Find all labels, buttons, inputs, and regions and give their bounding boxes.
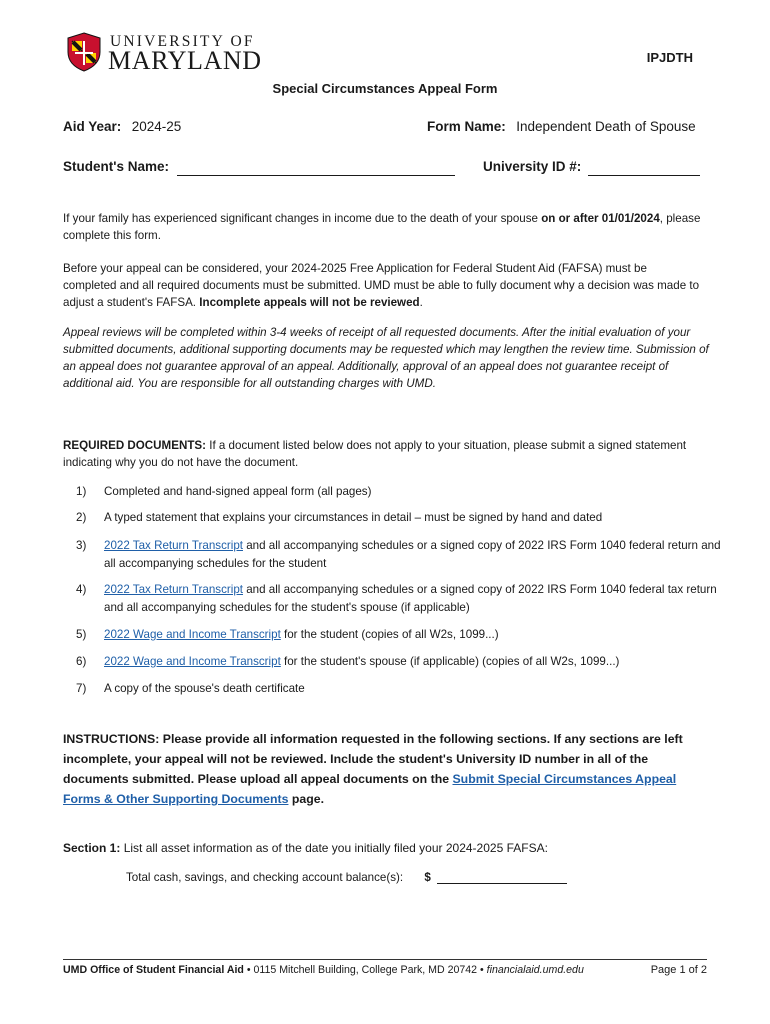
umd-logo	[66, 32, 281, 74]
item-text: Completed and hand-signed appeal form (all pages)	[104, 485, 372, 498]
student-name-label: Student's Name:	[63, 159, 169, 174]
footer-divider	[63, 959, 707, 960]
intro-paragraph-1	[63, 210, 703, 244]
wage-income-transcript-link[interactable]: 2022 Wage and Income Transcript	[104, 628, 281, 641]
intro-p2-text: Before your appeal can be considered, your 2024-2025 Free Application for Federal Student Aid (FAFSA) must be completed and all required documents must be submitted. UMD must be able to fully document why a decision was made to adjust a student's FAFSA.	[63, 262, 700, 309]
tax-return-transcript-link[interactable]: 2022 Tax Return Transcript	[104, 539, 243, 552]
instructions-end: page.	[288, 792, 324, 806]
form-name-row	[427, 118, 696, 136]
required-docs-heading: REQUIRED DOCUMENTS:	[63, 439, 206, 452]
umd-seal-icon	[66, 32, 102, 72]
list-item	[76, 680, 726, 698]
item-text: for the student's spouse (if applicable) (copies of all W2s, 1099...)	[280, 655, 620, 668]
item-number: 5)	[76, 628, 87, 641]
section-1-heading	[63, 840, 703, 857]
intro-p2-warning: Incomplete appeals will not be reviewed	[199, 296, 420, 309]
list-item	[76, 509, 726, 527]
university-id-row	[483, 158, 700, 176]
form-name-label: Form Name:	[427, 119, 506, 134]
intro-p2-end: .	[419, 296, 423, 309]
tax-return-transcript-link[interactable]: 2022 Tax Return Transcript	[104, 583, 243, 596]
list-item	[76, 626, 726, 644]
item-number: 1)	[76, 485, 87, 498]
item-number: 2)	[76, 511, 87, 524]
footer-contact	[63, 964, 584, 976]
aid-year-value: 2024-25	[131, 119, 182, 134]
item-number: 4)	[76, 583, 87, 596]
aid-year-row	[63, 118, 181, 136]
student-name-row	[63, 158, 455, 176]
item-number: 6)	[76, 655, 87, 668]
instructions-text: INSTRUCTIONS: Please provide all information requested in the following sections. If any sections are left incomplete, your appeal will not be reviewed. Include the student's University ID number in all of the documents submitted. Please upload all appeal documents on the	[63, 732, 683, 786]
instructions-block	[63, 729, 703, 809]
wage-income-transcript-link[interactable]: 2022 Wage and Income Transcript	[104, 655, 281, 668]
intro-p1-text: If your family has experienced significant changes in income due to the death of your spouse	[63, 212, 542, 225]
item-text: for the student (copies of all W2s, 1099...)	[280, 628, 499, 641]
intro-p1-end: , please complete this form.	[63, 212, 701, 242]
list-item	[76, 483, 726, 501]
university-id-label: University ID #:	[483, 159, 582, 174]
form-title: Special Circumstances Appeal Form	[272, 81, 498, 96]
footer-address: • 0115 Mitchell Building, College Park, MD 20742 •	[243, 964, 487, 976]
required-docs-intro-text: If a document listed below does not apply to your situation, please submit a signed statement indicating why you do not have the document.	[63, 439, 687, 469]
item-text: A copy of the spouse's death certificate	[104, 682, 305, 695]
intro-p1-date: on or after 01/01/2024	[541, 212, 660, 225]
footer-website: financialaid.umd.edu	[486, 964, 584, 976]
student-name-field[interactable]	[177, 160, 455, 176]
university-id-field[interactable]	[588, 160, 700, 176]
maryland-text: MARYLAND	[108, 46, 262, 75]
intro-paragraph-2	[63, 260, 703, 311]
list-item	[76, 537, 726, 573]
required-docs-intro	[63, 437, 703, 471]
form-name-value: Independent Death of Spouse	[516, 119, 696, 134]
item-text: and all accompanying schedules or a signed copy of 2022 IRS Form 1040 federal return and all accompanying schedules for the student	[104, 539, 721, 570]
item-number: 3)	[76, 539, 87, 552]
cash-balance-row	[126, 871, 567, 884]
list-item	[76, 581, 726, 617]
page-number: Page 1 of 2	[650, 964, 707, 976]
submit-appeal-link[interactable]: Submit Special Circumstances Appeal Forms & Other Supporting Documents	[63, 772, 677, 806]
intro-paragraph-3: Appeal reviews will be completed within 3-4 weeks of receipt of all requested documents. After the initial evaluation of your submitted documents, additional supporting documents may be requested which may lengthen the review time. Submission of an appeal does not guarantee approval of an appeal. Additionally, approval of an appeal does not guarantee receipt of additional aid. You are responsible for all outstanding charges with UMD.	[63, 326, 709, 390]
cash-balance-label: Total cash, savings, and checking account balance(s):	[126, 871, 404, 884]
section-1-label: Section 1:	[63, 841, 121, 855]
currency-symbol: $	[424, 871, 431, 884]
item-text: and all accompanying schedules or a signed copy of 2022 IRS Form 1040 federal tax return and all accompanying schedules for the student's spouse (if applicable)	[104, 583, 717, 614]
university-of-text: UNIVERSITY OF	[110, 33, 255, 50]
item-number: 7)	[76, 682, 87, 695]
section-1-text: List all asset information as of the date you initially filed your 2024-2025 FAFSA:	[120, 841, 548, 855]
aid-year-label: Aid Year:	[63, 119, 122, 134]
footer-office: UMD Office of Student Financial Aid	[63, 964, 244, 976]
list-item	[76, 653, 726, 671]
item-text: A typed statement that explains your circumstances in detail – must be signed by hand and dated	[104, 511, 603, 524]
form-code: IPJDTH	[646, 50, 693, 65]
cash-balance-field[interactable]	[437, 871, 567, 884]
